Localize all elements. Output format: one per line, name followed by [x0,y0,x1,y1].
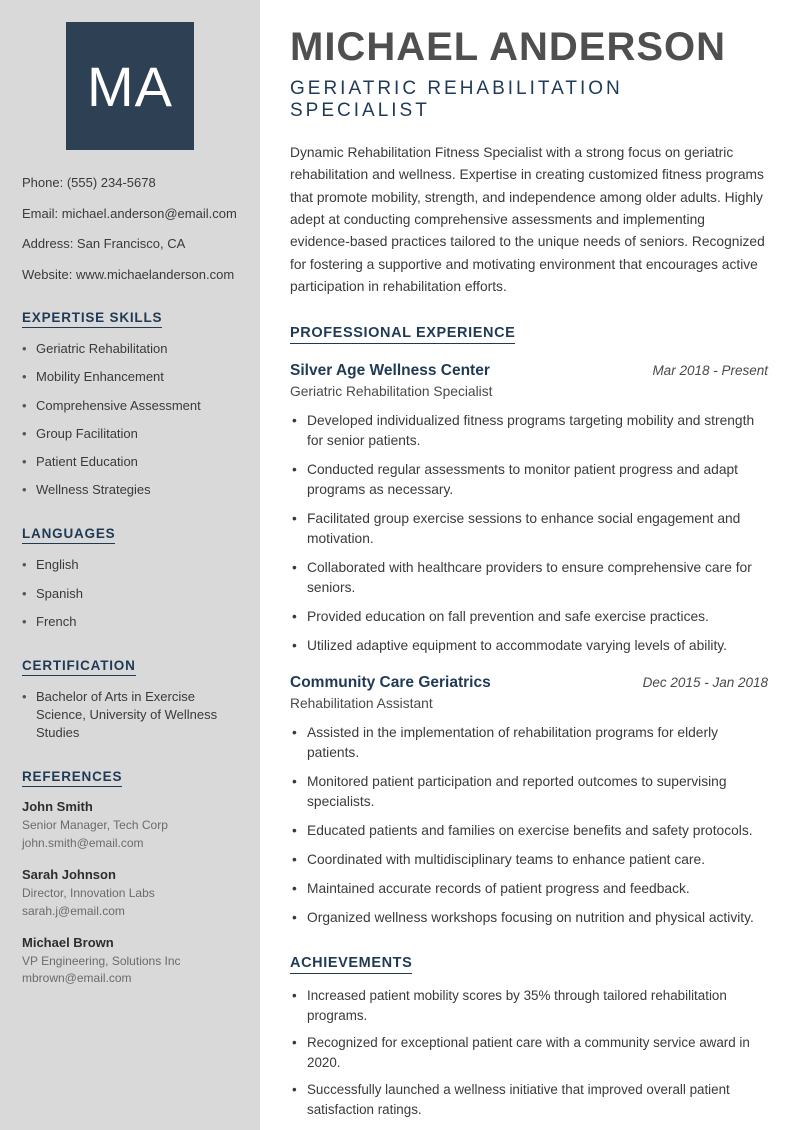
achievements-section [290,954,768,1119]
job-bullet: • Collaborated with healthcare providers to ensure comprehensive care for seniors. [290,558,768,598]
skills-heading: EXPERTISE SKILLS [22,310,162,328]
job-bullet: • Organized wellness workshops focusing on nutrition and physical activity. [290,908,768,928]
achievements-list [290,986,768,1119]
job-role: Geriatric Rehabilitation Specialist [290,384,493,400]
monogram-initials: MA [87,54,173,118]
candidate-title: GERIATRIC REHABILITATION SPECIALIST [290,78,623,121]
achievement-item: • Increased patient mobility scores by 35% through tailored rehabilitation programs. [290,986,768,1025]
job-bullet: • Facilitated group exercise sessions to enhance social engagement and motivation. [290,509,768,549]
job-entry [290,362,768,656]
skill-item: • Geriatric Rehabilitation [22,340,238,358]
reference-email: john.smith@email.com [22,835,144,850]
references-heading: REFERENCES [22,769,122,787]
monogram-badge [66,22,194,150]
contact-website: Website: www.michaelanderson.com [22,266,235,282]
job-bullet: • Utilized adaptive equipment to accommodate varying levels of ability. [290,636,768,656]
skill-item: • Group Facilitation [22,425,238,443]
job-bullets [290,411,768,656]
job-head [290,674,768,692]
reference-entry [22,935,238,988]
job-bullet: • Provided education on fall prevention and safe exercise practices. [290,607,768,627]
language-item: • English [22,556,238,574]
sidebar [0,0,260,1130]
experience-heading: PROFESSIONAL EXPERIENCE [290,325,515,344]
skills-section [22,309,238,499]
skill-item: • Patient Education [22,453,238,471]
reference-email: mbrown@email.com [22,971,132,986]
certification-item: • Bachelor of Arts in Exercise Science, University of Wellness Studies [22,688,238,743]
skills-list [22,340,238,499]
job-bullet: • Assisted in the implementation of rehabilitation programs for elderly patients. [290,723,768,763]
job-dates: Mar 2018 - Present [652,363,768,379]
certification-section [22,657,238,743]
contact-email: Email: michael.anderson@email.com [22,205,237,221]
reference-entry [22,867,238,920]
job-bullets [290,723,768,928]
job-head [290,362,768,380]
job-role: Rehabilitation Assistant [290,696,433,712]
job-bullet: • Maintained accurate records of patient progress and feedback. [290,879,768,899]
certification-list [22,688,238,743]
reference-entry [22,799,238,852]
contact-address: Address: San Francisco, CA [22,236,186,252]
experience-section [290,324,768,928]
reference-name: Sarah Johnson [22,867,116,883]
reference-name: Michael Brown [22,935,114,950]
reference-title: Director, Innovation Labs [22,886,155,901]
candidate-name: MICHAEL ANDERSON [290,25,727,69]
contact-block [22,174,238,283]
certification-heading: CERTIFICATION [22,658,136,676]
job-bullet: • Educated patients and families on exercise benefits and safety protocols. [290,821,768,841]
languages-heading: LANGUAGES [22,526,115,544]
language-item: • French [22,613,238,631]
reference-name: John Smith [22,799,93,815]
contact-phone: Phone: (555) 234-5678 [22,175,156,190]
summary-paragraph: Dynamic Rehabilitation Fitness Specialist with a strong focus on geriatric rehabilitation and wellness. Expertise in creating customized fitness programs that promote mobility, strength, and independence among older adults. Highly adept at conducting comprehensive assessments and implementing evidence-based practices tailored to the unique needs of seniors. Recognized for fostering a supportive and motivating environment that encourages active participation in rehabilitation efforts. [290,145,765,295]
skill-item: • Wellness Strategies [22,481,238,499]
job-bullet: • Monitored patient participation and reported outcomes to supervising specialists. [290,772,768,812]
reference-email: sarah.j@email.com [22,903,125,918]
job-bullet: • Developed individualized fitness programs targeting mobility and strength for senior patients. [290,411,768,451]
job-company: Community Care Geriatrics [290,674,491,692]
job-bullet: • Conducted regular assessments to monitor patient progress and adapt programs as necessary. [290,460,768,500]
job-dates: Dec 2015 - Jan 2018 [642,675,768,691]
references-section [22,768,238,987]
achievement-item: • Recognized for exceptional patient care with a community service award in 2020. [290,1033,768,1072]
skill-item: • Comprehensive Assessment [22,397,238,415]
achievement-item: • Successfully launched a wellness initiative that improved overall patient satisfaction ratings. [290,1080,768,1119]
job-company: Silver Age Wellness Center [290,362,490,380]
languages-list [22,556,238,631]
main-content [260,0,800,1130]
achievements-heading: ACHIEVEMENTS [290,955,412,974]
reference-title: Senior Manager, Tech Corp [22,818,168,833]
reference-title: VP Engineering, Solutions Inc [22,954,181,968]
job-bullet: • Coordinated with multidisciplinary teams to enhance patient care. [290,850,768,870]
job-entry [290,674,768,928]
languages-section [22,525,238,631]
skill-item: • Mobility Enhancement [22,368,238,386]
language-item: • Spanish [22,585,238,603]
